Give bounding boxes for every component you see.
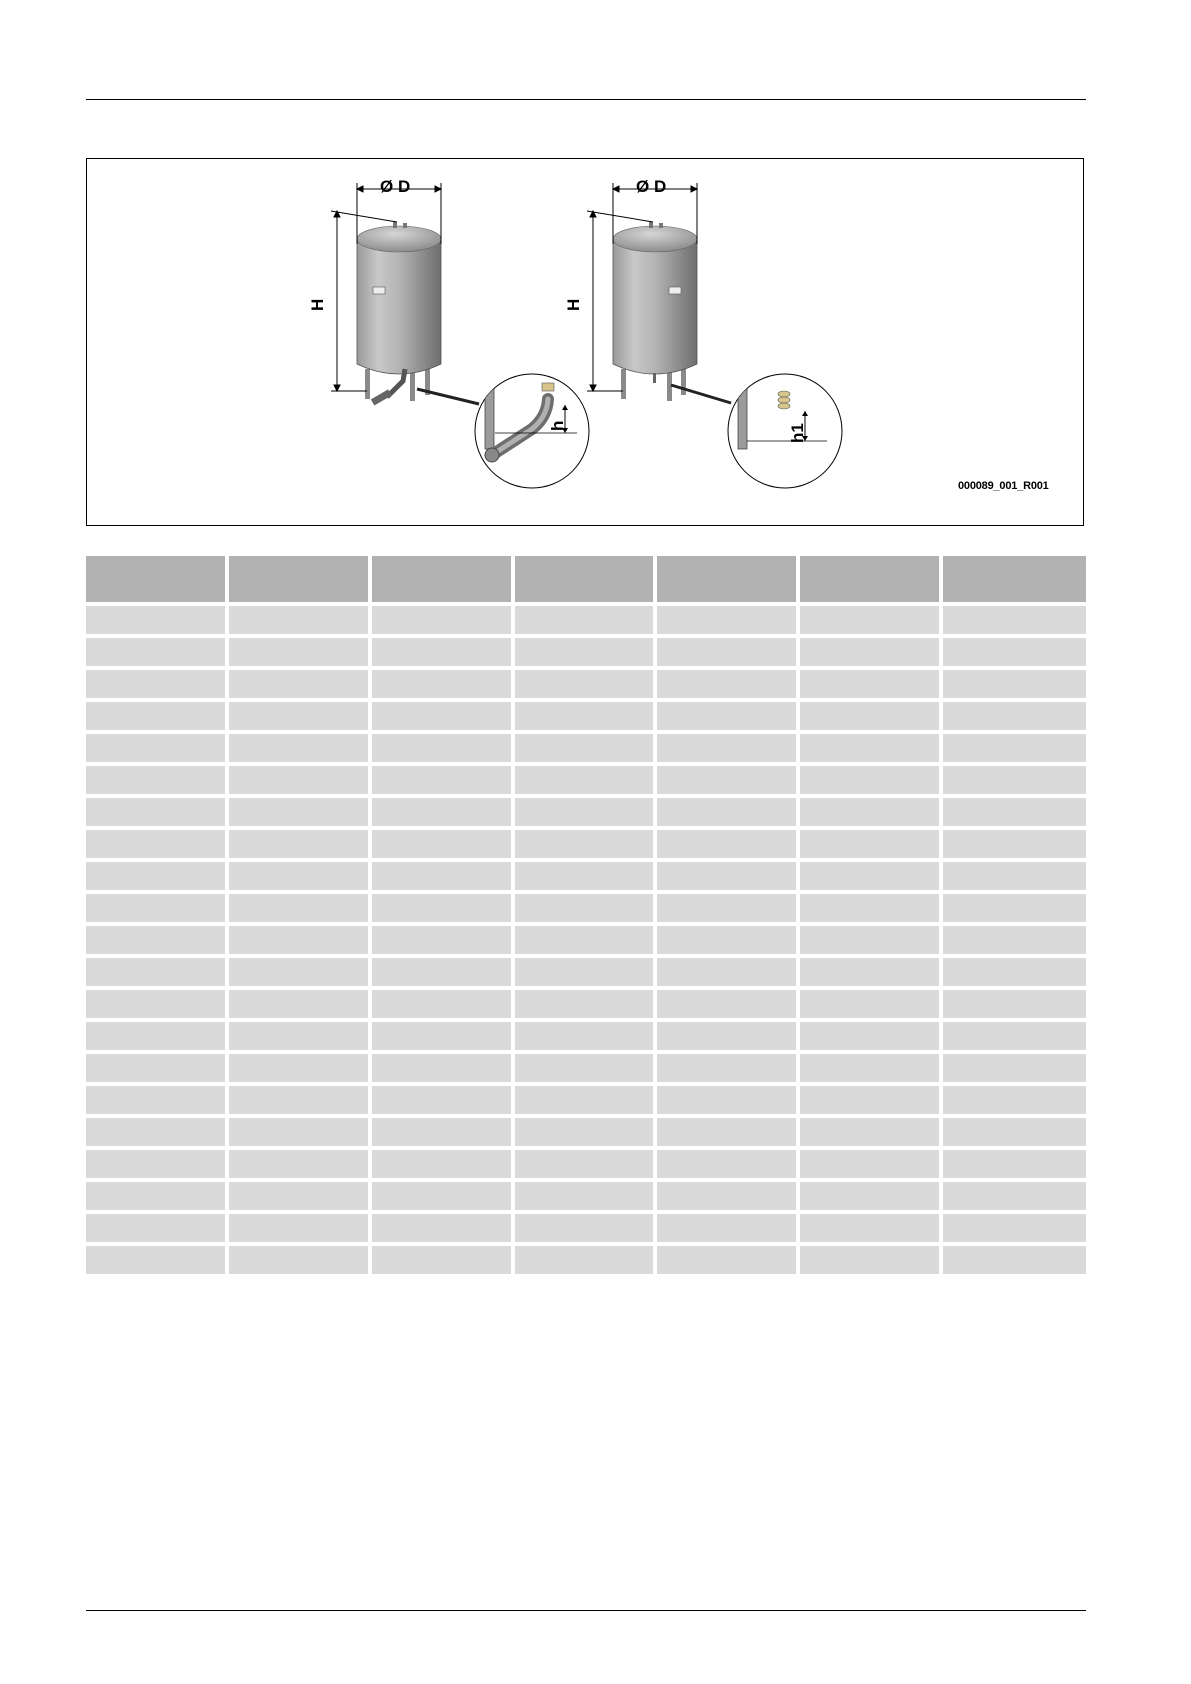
table-row	[86, 766, 1086, 798]
table-cell	[515, 734, 658, 766]
table-cell	[943, 1022, 1086, 1054]
left-diameter-label: Ø D	[380, 177, 411, 196]
table-cell	[86, 1022, 229, 1054]
table-cell	[372, 670, 515, 702]
table-row	[86, 1150, 1086, 1182]
table-cell	[800, 606, 943, 638]
table-cell	[943, 958, 1086, 990]
table-cell	[372, 958, 515, 990]
table-row	[86, 958, 1086, 990]
table-cell	[943, 830, 1086, 862]
left-detail-circle	[475, 369, 589, 488]
table-cell	[372, 926, 515, 958]
table-cell	[372, 702, 515, 734]
table-cell	[86, 958, 229, 990]
table-row	[86, 798, 1086, 830]
table-header-cell	[372, 556, 515, 606]
table-cell	[86, 638, 229, 670]
table-cell	[657, 1246, 800, 1278]
table-cell	[372, 1022, 515, 1054]
table-cell	[515, 1150, 658, 1182]
dimensions-table	[86, 556, 1086, 1278]
table-cell	[86, 702, 229, 734]
table-cell	[657, 702, 800, 734]
table-row	[86, 990, 1086, 1022]
table-cell	[943, 766, 1086, 798]
table-cell	[515, 1054, 658, 1086]
table-cell	[229, 894, 372, 926]
table-cell	[515, 606, 658, 638]
table-cell	[800, 926, 943, 958]
table-cell	[800, 1022, 943, 1054]
table-cell	[657, 990, 800, 1022]
table-cell	[657, 638, 800, 670]
left-height-label: H	[308, 298, 327, 311]
table-cell	[372, 734, 515, 766]
table-row	[86, 734, 1086, 766]
table-cell	[372, 1118, 515, 1150]
table-header-row	[86, 556, 1086, 606]
table-cell	[86, 894, 229, 926]
table-row	[86, 926, 1086, 958]
table-cell	[372, 606, 515, 638]
table-cell	[86, 862, 229, 894]
table-cell	[86, 1246, 229, 1278]
table-cell	[943, 894, 1086, 926]
table-cell	[657, 926, 800, 958]
table-cell	[229, 606, 372, 638]
table-cell	[657, 734, 800, 766]
table-cell	[515, 1214, 658, 1246]
table-header-cell	[229, 556, 372, 606]
table-cell	[943, 926, 1086, 958]
table-cell	[229, 862, 372, 894]
table-cell	[515, 926, 658, 958]
table-cell	[800, 1246, 943, 1278]
table-cell	[657, 1118, 800, 1150]
table-cell	[657, 1086, 800, 1118]
table-row	[86, 894, 1086, 926]
table-cell	[515, 1022, 658, 1054]
table-cell	[229, 1214, 372, 1246]
table-cell	[229, 1246, 372, 1278]
table-cell	[86, 1182, 229, 1214]
table-row	[86, 702, 1086, 734]
table-cell	[800, 734, 943, 766]
table-cell	[372, 1054, 515, 1086]
table-cell	[657, 1054, 800, 1086]
right-detail-label: h1	[788, 423, 807, 443]
table-cell	[229, 1182, 372, 1214]
table-cell	[229, 734, 372, 766]
tank-illustration	[87, 159, 1085, 527]
table-cell	[372, 830, 515, 862]
table-cell	[229, 990, 372, 1022]
right-detail-circle	[728, 369, 842, 488]
table-cell	[229, 798, 372, 830]
table-cell	[657, 830, 800, 862]
table-cell	[229, 1054, 372, 1086]
table-row	[86, 638, 1086, 670]
table-row	[86, 670, 1086, 702]
table-cell	[943, 1054, 1086, 1086]
table-cell	[372, 798, 515, 830]
left-tank	[357, 222, 479, 405]
table-cell	[657, 798, 800, 830]
table-row	[86, 1182, 1086, 1214]
table-cell	[800, 894, 943, 926]
table-cell	[229, 638, 372, 670]
table-cell	[943, 1182, 1086, 1214]
table-cell	[86, 734, 229, 766]
figure-image-code: 000089_001_R001	[958, 480, 1049, 492]
table-cell	[800, 798, 943, 830]
table-cell	[372, 1086, 515, 1118]
table-cell	[229, 830, 372, 862]
table-cell	[657, 958, 800, 990]
table-cell	[800, 702, 943, 734]
table-cell	[800, 1182, 943, 1214]
table-cell	[943, 1118, 1086, 1150]
table-cell	[372, 862, 515, 894]
table-cell	[943, 702, 1086, 734]
table-cell	[515, 894, 658, 926]
table-cell	[229, 766, 372, 798]
table-cell	[800, 830, 943, 862]
table-row	[86, 830, 1086, 862]
table-row	[86, 1022, 1086, 1054]
table-cell	[515, 1182, 658, 1214]
table-cell	[372, 990, 515, 1022]
table-cell	[515, 1086, 658, 1118]
table-cell	[229, 1150, 372, 1182]
table-cell	[86, 990, 229, 1022]
table-cell	[657, 1182, 800, 1214]
table-cell	[657, 1214, 800, 1246]
table-cell	[800, 638, 943, 670]
table-cell	[86, 1214, 229, 1246]
table-cell	[515, 1118, 658, 1150]
table-header-cell	[657, 556, 800, 606]
table-cell	[943, 1246, 1086, 1278]
table-row	[86, 862, 1086, 894]
table-cell	[943, 1086, 1086, 1118]
table-cell	[657, 606, 800, 638]
table-cell	[800, 670, 943, 702]
table-cell	[86, 606, 229, 638]
table-cell	[86, 798, 229, 830]
table-cell	[800, 958, 943, 990]
table-cell	[86, 926, 229, 958]
table-cell	[943, 1150, 1086, 1182]
table-cell	[800, 1054, 943, 1086]
table-cell	[515, 830, 658, 862]
table-cell	[86, 670, 229, 702]
table-cell	[372, 1150, 515, 1182]
left-detail-label: h	[548, 420, 567, 431]
table-row	[86, 1246, 1086, 1278]
table-cell	[800, 1118, 943, 1150]
table-cell	[943, 638, 1086, 670]
table-cell	[229, 958, 372, 990]
table-cell	[229, 926, 372, 958]
table-cell	[657, 766, 800, 798]
table-cell	[86, 766, 229, 798]
footer-rule	[86, 1610, 1086, 1611]
table-cell	[515, 766, 658, 798]
table-cell	[943, 1214, 1086, 1246]
table-cell	[657, 862, 800, 894]
table-cell	[515, 670, 658, 702]
table-cell	[515, 798, 658, 830]
table-cell	[229, 702, 372, 734]
right-diameter-label: Ø D	[636, 177, 667, 196]
table-header-cell	[800, 556, 943, 606]
table-cell	[372, 766, 515, 798]
tank-dimensions-figure	[86, 158, 1084, 526]
right-tank	[613, 222, 731, 403]
table-row	[86, 1118, 1086, 1150]
table-cell	[86, 1118, 229, 1150]
table-cell	[800, 1150, 943, 1182]
table-cell	[800, 1214, 943, 1246]
table-row	[86, 1086, 1086, 1118]
table-cell	[515, 990, 658, 1022]
table-cell	[86, 1086, 229, 1118]
table-header-cell	[515, 556, 658, 606]
table-cell	[943, 862, 1086, 894]
table-cell	[86, 830, 229, 862]
table-row	[86, 1214, 1086, 1246]
table-cell	[372, 894, 515, 926]
table-cell	[515, 862, 658, 894]
table-header-cell	[943, 556, 1086, 606]
table-cell	[657, 670, 800, 702]
table-header-cell	[86, 556, 229, 606]
table-cell	[86, 1054, 229, 1086]
table-cell	[943, 670, 1086, 702]
table-row	[86, 606, 1086, 638]
header-rule	[86, 99, 1086, 100]
right-height-label: H	[564, 298, 583, 311]
table-cell	[800, 766, 943, 798]
table-cell	[800, 862, 943, 894]
table-cell	[943, 798, 1086, 830]
table-cell	[229, 670, 372, 702]
table-cell	[943, 990, 1086, 1022]
table-cell	[657, 1022, 800, 1054]
table-row	[86, 1054, 1086, 1086]
table-cell	[229, 1022, 372, 1054]
table-cell	[372, 638, 515, 670]
table-cell	[800, 990, 943, 1022]
table-cell	[657, 1150, 800, 1182]
table-cell	[372, 1246, 515, 1278]
table-cell	[943, 734, 1086, 766]
table-cell	[657, 894, 800, 926]
table-cell	[515, 958, 658, 990]
table-cell	[515, 1246, 658, 1278]
table-cell	[372, 1214, 515, 1246]
table-cell	[515, 638, 658, 670]
table-cell	[800, 1086, 943, 1118]
table-cell	[229, 1086, 372, 1118]
table-cell	[86, 1150, 229, 1182]
table-cell	[229, 1118, 372, 1150]
table-cell	[943, 606, 1086, 638]
table-cell	[372, 1182, 515, 1214]
table-cell	[515, 702, 658, 734]
